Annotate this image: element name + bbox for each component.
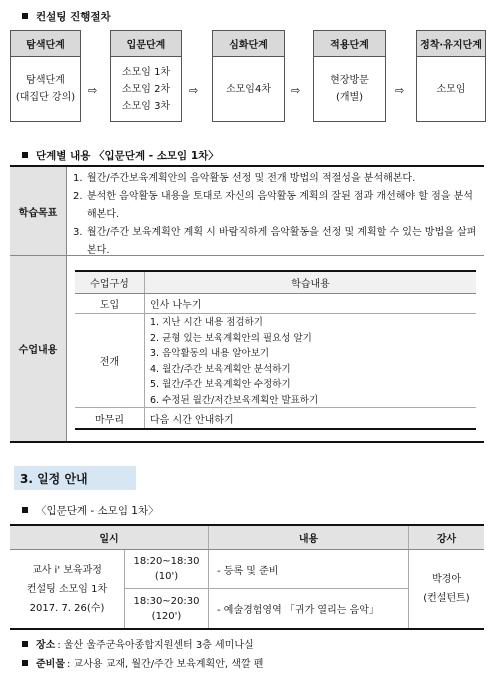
goal-item [73, 224, 478, 260]
stage-line: 소모임 [436, 83, 466, 95]
col-header-part: 수업구성 [75, 272, 145, 293]
stage-head: 심화단계 [213, 31, 284, 57]
goal-text: 월간/주간 보육계획안 계획 시 바람직하게 음악활동을 선정 및 계획할 수 있는 방법을 살펴본다. [87, 227, 477, 256]
section2-title: 단계별 내용 〈입문단계 - 소모임 1차〉 [36, 150, 219, 162]
note-text: : 교사용 교재, 월간/주간 보육계획안, 색깔 펜 [66, 659, 264, 670]
slot-duration: (10') [154, 571, 179, 582]
lesson-label: 수업내용 [10, 256, 67, 441]
lesson-part: 마무리 [75, 408, 145, 428]
lesson-item: 3. 음악활동의 내용 알아보기 [150, 348, 270, 359]
stage-apply [313, 30, 386, 122]
goal-item [73, 188, 478, 224]
section2-bullet [22, 152, 28, 158]
stage-body [213, 57, 284, 121]
instructor-name: 박경아 [432, 574, 461, 585]
time-slot [125, 589, 208, 628]
note-text: : 울산 울주군육아종합지원센터 3층 세미나실 [57, 640, 254, 651]
lesson-item: 1. 지난 시간 내용 점검하기 [150, 317, 263, 328]
header-datetime: 일시 [10, 526, 209, 549]
stage-head: 정착·유지단계 [417, 31, 485, 57]
stage-line: (대집단 강의) [15, 92, 76, 103]
goal-text: 월간/주간보육계획안의 음악활동 선정 및 전개 방법의 적절성을 분석해본다. [87, 173, 416, 184]
lesson-row-closing [75, 408, 476, 428]
note-supplies [36, 655, 263, 670]
arrow-icon: ⇨ [189, 84, 199, 97]
section1-bullet [22, 13, 28, 19]
stage-content-table [10, 165, 484, 443]
goal-num: 3. [73, 227, 83, 238]
header-content: 내용 [209, 526, 409, 549]
goal-num: 2. [73, 191, 83, 202]
note-label: 장소 [36, 640, 56, 651]
event-info [10, 550, 125, 628]
arrow-icon: ⇨ [395, 84, 405, 97]
stage-line: (개별) [335, 92, 364, 103]
event-line: 2017. 7. 26(수) [29, 602, 105, 614]
col-header-content: 학습내용 [291, 279, 330, 290]
slot-content: - 등록 및 준비 [209, 550, 408, 589]
stage-intro [110, 30, 182, 122]
time-column [125, 550, 209, 628]
stage-line: 현장방문 [330, 75, 369, 86]
stage-line: 소모임4차 [225, 83, 271, 95]
slot-time: 18:20~18:30 [133, 556, 200, 567]
schedule-table [10, 524, 484, 630]
goals-list [67, 167, 484, 255]
lesson-table-header [75, 272, 476, 294]
goal-num: 1. [73, 173, 83, 184]
content-column [209, 550, 409, 628]
stage-explore [10, 30, 81, 122]
lesson-item: 다음 시간 안내하기 [150, 414, 234, 426]
note-location [36, 636, 254, 651]
lesson-item: 4. 월간/주간 보육계획안 분석하기 [150, 363, 291, 375]
lesson-part: 도입 [75, 294, 145, 313]
goals-row [10, 167, 484, 256]
arrow-icon: ⇨ [88, 84, 98, 97]
lesson-row-main [75, 314, 476, 408]
note-bullet [22, 641, 28, 647]
event-line: 컨설팅 소모임 1차 [26, 583, 108, 595]
lesson-items [145, 314, 476, 407]
stage-body [314, 57, 385, 121]
lesson-item: 2. 균형 있는 보육계획안의 필요성 알기 [150, 332, 312, 344]
schedule-body [10, 550, 484, 628]
lesson-item: 5. 월간/주간 보육계획안 수정하기 [150, 379, 291, 390]
instructor [409, 550, 484, 628]
instructor-role: (컨설턴트) [423, 593, 470, 604]
lesson-item: 6. 수정된 월간/저간보육계획안 발표하기 [150, 394, 319, 406]
lesson-row-intro [75, 294, 476, 314]
stage-line: 소모임 1차 [121, 66, 171, 78]
section3-bullet [22, 507, 28, 513]
arrow-icon: ⇨ [291, 84, 301, 97]
header-instructor: 강사 [436, 534, 457, 545]
note-bullet [22, 660, 28, 666]
stage-body [417, 57, 485, 121]
schedule-header [10, 526, 484, 550]
goal-item [73, 170, 478, 188]
note-label: 준비물 [36, 659, 65, 670]
stage-line: 탐색단계 [26, 75, 65, 86]
lesson-item: 인사 나누기 [150, 300, 202, 311]
stage-settle [416, 30, 486, 122]
lesson-row [10, 256, 484, 441]
goals-label: 학습목표 [10, 167, 67, 255]
lesson-table [75, 270, 476, 430]
section3-subtitle: 〈입문단계 - 소모임 1차〉 [36, 505, 159, 517]
time-slot [125, 550, 208, 589]
slot-duration: (120') [151, 610, 182, 622]
stage-body [111, 57, 181, 121]
stage-line: 소모임 2차 [121, 83, 171, 95]
section1-title: 컨설팅 진행절차 [36, 11, 111, 23]
stage-line: 소모임 3차 [121, 100, 171, 112]
stage-head: 적용단계 [314, 31, 385, 57]
stage-deep [212, 30, 285, 122]
goal-text: 분석한 음악활동 내용을 토대로 자신의 음악활동 계획의 잘된 점과 개선해야 할 점을 분석해본다. [87, 191, 473, 220]
lesson-cell [67, 256, 484, 441]
section3-title: 3. 일정 안내 [14, 466, 136, 490]
slot-time: 18:30~20:30 [133, 595, 200, 607]
stage-head: 입문단계 [111, 31, 181, 57]
lesson-part: 전개 [75, 314, 145, 407]
slot-content: - 예술경험영역 「귀가 열리는 음악」 [217, 605, 379, 616]
stage-head: 탐색단계 [11, 31, 80, 57]
event-line: 교사 i' 보육과정 [32, 564, 102, 576]
stage-body [11, 57, 80, 121]
